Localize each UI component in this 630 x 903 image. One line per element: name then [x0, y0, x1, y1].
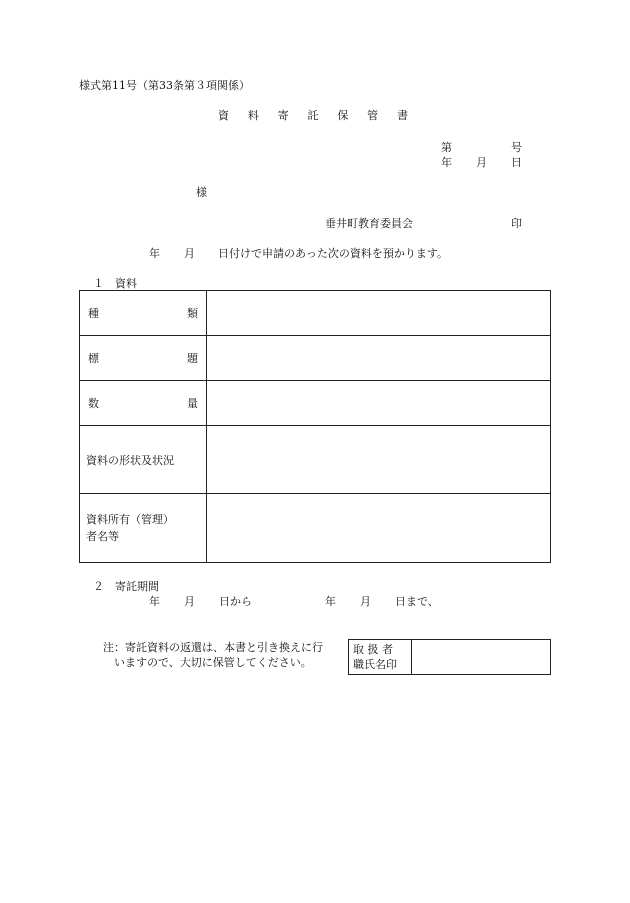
period-to-day: 日まで、: [395, 595, 439, 608]
table-row: [80, 381, 551, 426]
issuer: 垂井町教育委員会: [325, 217, 413, 230]
row-label-owner: 資料所有（管理） 者名等: [80, 494, 207, 563]
date-year: 年: [441, 156, 452, 169]
title-char: 保: [337, 109, 349, 122]
table-row: [80, 336, 551, 381]
section2-heading: ２ 寄託期間: [93, 580, 159, 593]
date-line: [441, 157, 522, 168]
handler-seal-field[interactable]: [412, 640, 551, 675]
row-label-title: 標 題: [80, 336, 207, 381]
date-day: 日: [511, 156, 522, 169]
note-line-2: いますので、大切に保管してください。: [114, 656, 312, 669]
number-dai: 第: [441, 141, 452, 154]
period-to-year: 年: [325, 595, 336, 608]
row-value-condition[interactable]: [207, 426, 551, 494]
table-row: [80, 494, 551, 563]
row-label-condition: 資料の形状及状況: [80, 426, 207, 494]
row-value-owner[interactable]: [207, 494, 551, 563]
period-from-year: 年: [149, 595, 160, 608]
handler-row: [349, 640, 551, 675]
number-line: [441, 142, 522, 153]
seal-mark: 印: [511, 217, 522, 230]
title-char: 託: [307, 109, 319, 122]
addressee-suffix: 様: [196, 186, 207, 199]
document-title: [218, 110, 408, 121]
row-value-kind[interactable]: [207, 291, 551, 336]
section1-heading: １ 資料: [93, 277, 137, 290]
row-label-kind: 種 類: [80, 291, 207, 336]
table-row: [80, 426, 551, 494]
intro-year: 年: [149, 247, 160, 260]
row-label-quantity: 数 量: [80, 381, 207, 426]
date-month: 月: [476, 156, 487, 169]
intro-text: 日付けで申請のあった次の資料を預かります。: [218, 247, 449, 260]
number-go: 号: [511, 141, 522, 154]
row-value-title[interactable]: [207, 336, 551, 381]
handler-label: 取 扱 者 職氏名印: [349, 640, 412, 675]
period-from-day: 日から: [219, 595, 252, 608]
handler-box: [348, 639, 551, 675]
title-char: 寄: [277, 109, 289, 122]
material-table: [79, 290, 551, 563]
title-char: 管: [367, 109, 379, 122]
table-row: [80, 291, 551, 336]
title-char: 書: [396, 109, 408, 122]
title-char: 料: [247, 109, 259, 122]
title-char: 資: [218, 109, 229, 122]
row-value-quantity[interactable]: [207, 381, 551, 426]
note-line-1: 注：寄託資料の返還は、本書と引き換えに行: [103, 641, 323, 654]
period-to-month: 月: [360, 595, 371, 608]
intro-month: 月: [184, 247, 195, 260]
period-from-month: 月: [184, 595, 195, 608]
form-number: 様式第11号（第33条第３項関係）: [79, 79, 250, 92]
